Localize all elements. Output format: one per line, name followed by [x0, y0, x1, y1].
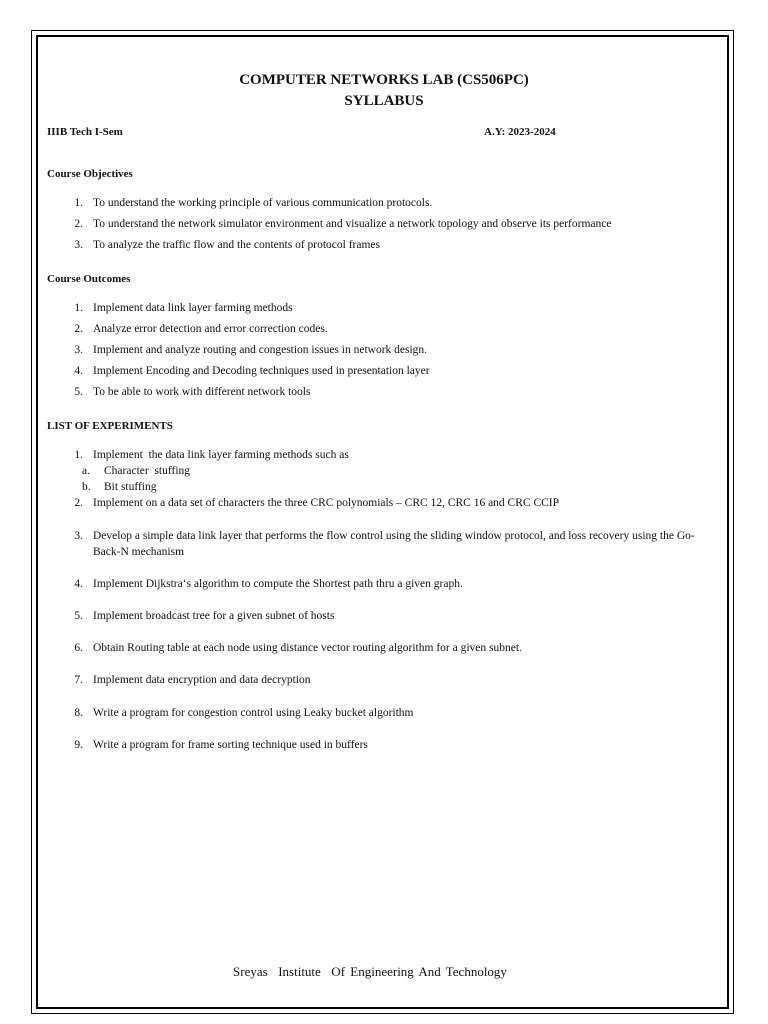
experiment-number: 8.: [74, 707, 83, 719]
objective-text: To understand the working principle of various communication protocols.: [93, 197, 433, 209]
experiment-number: 3.: [74, 530, 83, 542]
experiment-number: 6.: [74, 642, 83, 654]
experiment-number: 2.: [74, 497, 83, 509]
outcome-number: 3.: [74, 344, 83, 356]
experiment-text: Implement data encryption and data decryption: [93, 674, 311, 686]
outcomes-heading: Course Outcomes: [47, 273, 131, 285]
outcome-number: 1.: [74, 302, 83, 314]
objective-text: To analyze the traffic flow and the contents of protocol frames: [93, 239, 381, 251]
experiment-text: Obtain Routing table at each node using distance vector routing algorithm for a given subnet.: [93, 642, 522, 654]
semester-label: IIIB Tech I-Sem: [47, 126, 123, 138]
experiment-number: 1.: [74, 449, 83, 461]
experiment-number: 9.: [74, 739, 83, 751]
experiment-text: Implement Dijkstra‘s algorithm to compute the Shortest path thru a given graph.: [93, 578, 463, 590]
outcome-text: Implement Encoding and Decoding techniques used in presentation layer: [93, 365, 430, 377]
objective-number: 1.: [74, 197, 83, 209]
experiment-text: Implement on a data set of characters the three CRC polynomials – CRC 12, CRC 16 and CRC CCIP: [93, 497, 560, 509]
document-title: COMPUTER NETWORKS LAB (CS506PC): [239, 72, 529, 88]
document-subtitle: SYLLABUS: [344, 93, 424, 109]
experiment-number: 7.: [74, 674, 83, 686]
outcome-text: Analyze error detection and error correction codes.: [93, 323, 328, 335]
objective-number: 2.: [74, 218, 83, 230]
experiments-heading: LIST OF EXPERIMENTS: [47, 420, 173, 432]
experiment-number: 4.: [74, 578, 83, 590]
objective-text: To understand the network simulator environment and visualize a network topology and observe its performance: [93, 218, 612, 230]
page-border-inner: [36, 35, 729, 1009]
outcome-text: To be able to work with different network tools: [93, 386, 311, 398]
outcome-number: 4.: [74, 365, 83, 377]
outcome-text: Implement data link layer farming methods: [93, 302, 293, 314]
outcome-number: 2.: [74, 323, 83, 335]
academic-year-label: A.Y: 2023-2024: [484, 126, 556, 138]
experiment-number: 5.: [74, 610, 83, 622]
experiment-text: Develop a simple data link layer that performs the flow control using the sliding window protocol, and loss recovery using the Go-Back-N mechanism: [93, 530, 695, 558]
experiment-text: Implement broadcast tree for a given subnet of hosts: [93, 610, 335, 622]
outcome-text: Implement and analyze routing and congestion issues in network design.: [93, 344, 428, 356]
experiment-text: Implement the data link layer farming methods such as: [93, 449, 349, 461]
experiment-text: Write a program for frame sorting technique used in buffers: [93, 739, 368, 751]
subitem-label: b.: [82, 481, 91, 493]
subitem-text: Character stuffing: [104, 465, 191, 477]
experiment-text: Write a program for congestion control using Leaky bucket algorithm: [93, 707, 414, 719]
outcome-number: 5.: [74, 386, 83, 398]
objective-number: 3.: [74, 239, 83, 251]
subitem-label: a.: [82, 465, 90, 477]
institution-footer: Sreyas Institute Of Engineering And Technology: [233, 964, 507, 979]
subitem-text: Bit stuffing: [104, 481, 157, 493]
objectives-heading: Course Objectives: [47, 168, 133, 180]
